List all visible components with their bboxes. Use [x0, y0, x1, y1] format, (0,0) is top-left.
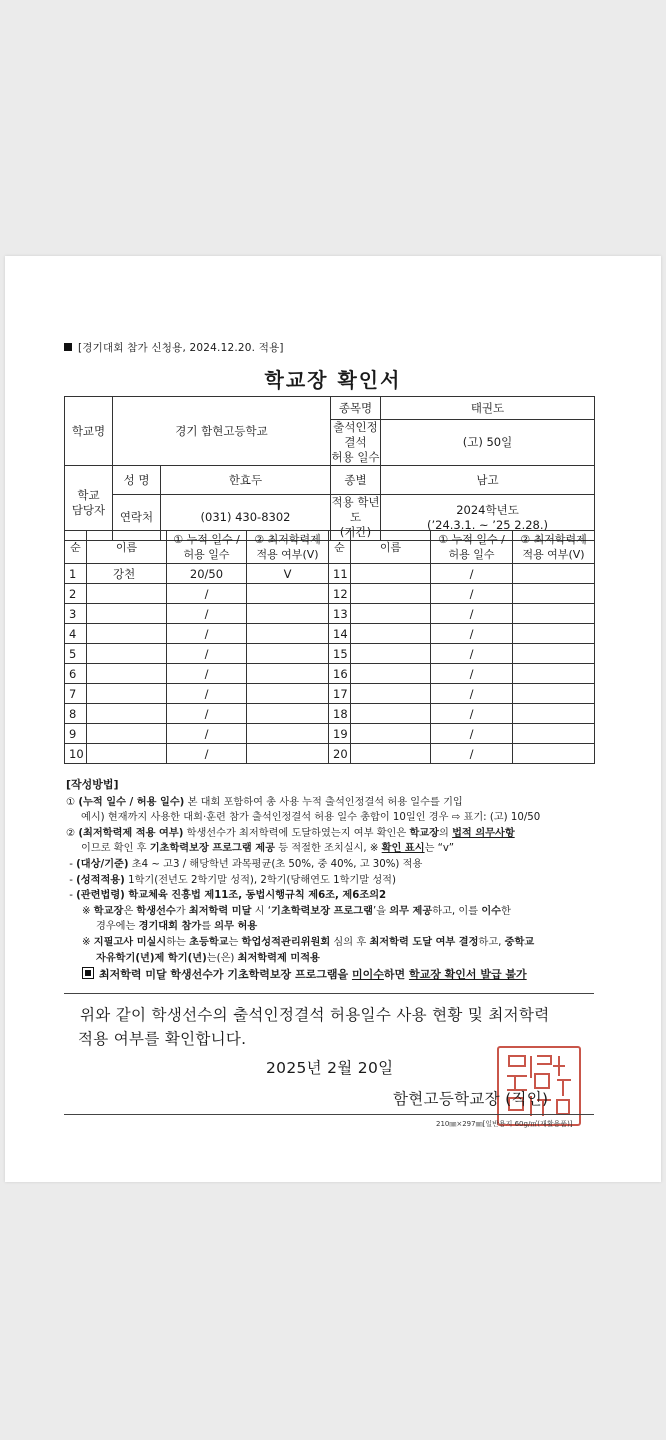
days-cell-right: /: [431, 624, 513, 644]
min-cell-left: [247, 664, 329, 684]
row-number-left: 7: [65, 684, 87, 704]
header-note-text: [경기대회 참가 신청용, 2024.12.20. 적용]: [78, 342, 284, 354]
method-note-1: ※ 학교장은 학생선수가 최저학력 미달 시 ‘기초학력보장 프로그램’을 의무 제공하고, 이를 이수한: [82, 905, 511, 917]
min-cell-left: [247, 644, 329, 664]
min-cell-right: [513, 684, 595, 704]
document-title: 학교장 확인서: [264, 368, 402, 392]
days-cell-left: /: [167, 644, 247, 664]
col-min-left: ② 최저학력제 적용 여부(V): [247, 531, 329, 564]
method-item-1-example: 예시) 현재까지 사용한 대회·훈련 참가 출석인정결석 허용 일수 총합이 10일인 경우 ⇨ 표기: (고) 10/50: [81, 812, 541, 824]
sport-value: 태권도: [381, 397, 595, 420]
min-cell-left: [247, 724, 329, 744]
contact-value: (031) 430-8302: [161, 495, 331, 541]
row-number-right: 18: [329, 704, 351, 724]
method-sub-law: - (관련법령) 학교체육 진흥법 제11조, 동법시행규칙 제6조, 제6조의2: [66, 890, 387, 902]
row-number-left: 9: [65, 724, 87, 744]
method-note-2: ※ 지필고사 미실시하는 초등학교는 학업성적관리위원회 심의 후 최저학력 도달 여부 결정하고, 중학교: [82, 936, 535, 948]
row-number-right: 14: [329, 624, 351, 644]
min-cell-left: [247, 604, 329, 624]
row-number-right: 17: [329, 684, 351, 704]
days-cell-left: /: [167, 664, 247, 684]
table-row: [65, 664, 595, 684]
table-row: [65, 624, 595, 644]
min-cell-left: [247, 624, 329, 644]
min-cell-right: [513, 704, 595, 724]
min-cell-right: [513, 564, 595, 584]
min-cell-right: [513, 724, 595, 744]
category-value: 남고: [381, 466, 595, 495]
min-cell-right: [513, 664, 595, 684]
allowed-days-label: 출석인정결석 허용 일수: [331, 420, 380, 464]
school-label: 학교명: [65, 397, 113, 466]
principal-signature: 함현고등학교장 (직인): [393, 1090, 549, 1108]
row-number-left: 5: [65, 644, 87, 664]
method-item-2-line2: 이므로 확인 후 기초학력보장 프로그램 제공 등 적절한 조치실시, ※ 확인 표시는 “v”: [81, 843, 455, 855]
player-name-right: [351, 744, 431, 764]
player-name-left: [87, 604, 167, 624]
player-name-left: [87, 684, 167, 704]
method-note-2-line2: 자유학기(년)제 학기(년)는(은) 최저학력제 미적용: [96, 952, 320, 964]
player-name-left: 강천: [87, 564, 167, 584]
table-row: [65, 584, 595, 604]
days-cell-right: /: [431, 604, 513, 624]
confirmation-text: [80, 1003, 590, 1051]
issue-date: 2025년 2월 20일: [266, 1059, 394, 1077]
method-warning: 최저학력 미달 학생선수가 기초학력보장 프로그램을 미이수하면 학교장 확인서 발급 불가: [66, 967, 606, 983]
days-cell-right: /: [431, 664, 513, 684]
min-cell-right: [513, 744, 595, 764]
table-row: [65, 684, 595, 704]
method-item-2: ② (최저학력제 적용 여부) 학생선수가 최저학력에 도달하였는지 여부 확인은 학교장의 법적 의무사항: [66, 827, 515, 839]
name-label: 성 명: [113, 466, 161, 495]
table-row: [65, 564, 595, 584]
min-cell-left: V: [247, 564, 329, 584]
player-name-left: [87, 624, 167, 644]
row-number-right: 16: [329, 664, 351, 684]
school-value: 경기 함현고등학교: [113, 397, 331, 466]
paper-spec: 210㎜×297㎜[일반용지 60g/㎡(재활용품)]: [436, 1120, 573, 1128]
days-cell-left: /: [167, 624, 247, 644]
min-cell-left: [247, 744, 329, 764]
divider-top: [64, 993, 594, 994]
table-row: [65, 644, 595, 664]
col-min-right: ② 최저학력제 적용 여부(V): [513, 531, 595, 564]
player-name-right: [351, 704, 431, 724]
row-number-right: 11: [329, 564, 351, 584]
days-cell-right: /: [431, 704, 513, 724]
method-sub-target: - (대상/기준) 초4 ~ 고3 / 해당학년 과목평균(초 50%, 중 40%, 고 30%) 적용: [66, 858, 423, 870]
player-name-right: [351, 684, 431, 704]
year-value: 2024학년도 (’24.3.1. ~ ’25 2.28.): [381, 495, 595, 541]
days-cell-left: /: [167, 684, 247, 704]
table-row: [65, 604, 595, 624]
table-row: [65, 704, 595, 724]
year-label: 적용 학년도 (기간): [331, 495, 380, 539]
days-cell-left: /: [167, 584, 247, 604]
col-no-right: 순: [329, 531, 351, 564]
row-number-right: 13: [329, 604, 351, 624]
roster-table: [64, 530, 595, 764]
black-square-icon: [82, 967, 94, 979]
method-title: [작성방법]: [66, 778, 119, 791]
divider-bottom: [64, 1114, 594, 1115]
days-cell-right: /: [431, 644, 513, 664]
days-cell-left: /: [167, 604, 247, 624]
player-name-right: [351, 664, 431, 684]
min-cell-right: [513, 624, 595, 644]
writing-method: [66, 777, 606, 983]
player-name-left: [87, 584, 167, 604]
row-number-left: 1: [65, 564, 87, 584]
days-cell-right: /: [431, 744, 513, 764]
row-number-right: 12: [329, 584, 351, 604]
days-cell-left: /: [167, 744, 247, 764]
min-cell-left: [247, 584, 329, 604]
header-note: [64, 340, 284, 355]
days-cell-right: /: [431, 584, 513, 604]
method-item-1: ① (누적 일수 / 허용 일수) 본 대회 포함하여 총 사용 누적 출석인정결석 허용 일수를 기입: [66, 796, 463, 808]
min-cell-right: [513, 584, 595, 604]
confirmation-line-2: 적용 여부를 확인합니다.: [78, 1030, 247, 1048]
days-cell-left: 20/50: [167, 564, 247, 584]
row-number-left: 4: [65, 624, 87, 644]
player-name-right: [351, 644, 431, 664]
info-table: [64, 396, 595, 541]
player-name-left: [87, 664, 167, 684]
category-label: 종별: [331, 466, 381, 495]
player-name-left: [87, 704, 167, 724]
row-number-right: 20: [329, 744, 351, 764]
allowed-days-value: (고) 50일: [381, 420, 595, 466]
min-cell-left: [247, 684, 329, 704]
method-note-1-line2: 경우에는 경기대회 참가를 의무 허용: [96, 921, 258, 933]
roster-body: [65, 564, 595, 764]
player-name-right: [351, 584, 431, 604]
row-number-right: 19: [329, 724, 351, 744]
square-bullet-icon: [64, 343, 72, 351]
table-row: [65, 724, 595, 744]
table-row: [65, 744, 595, 764]
contact-label: 연락처: [113, 495, 161, 541]
sport-label: 종목명: [331, 397, 381, 420]
days-cell-right: /: [431, 564, 513, 584]
min-cell-right: [513, 644, 595, 664]
name-value: 한효두: [161, 466, 331, 495]
player-name-left: [87, 724, 167, 744]
confirmation-line-1: 위와 같이 학생선수의 출석인정결석 허용일수 사용 현황 및 최저학력: [80, 1006, 550, 1024]
player-name-right: [351, 564, 431, 584]
col-days-right: ① 누적 일수 / 허용 일수: [431, 531, 513, 564]
player-name-right: [351, 724, 431, 744]
row-number-left: 3: [65, 604, 87, 624]
row-number-left: 10: [65, 744, 87, 764]
seal-pattern-icon: [501, 1050, 577, 1122]
row-number-right: 15: [329, 644, 351, 664]
row-number-left: 8: [65, 704, 87, 724]
row-number-left: 2: [65, 584, 87, 604]
col-days-left: ① 누적 일수 / 허용 일수: [167, 531, 247, 564]
days-cell-left: /: [167, 724, 247, 744]
player-name-left: [87, 644, 167, 664]
player-name-right: [351, 624, 431, 644]
days-cell-right: /: [431, 684, 513, 704]
method-sub-grade: - (성적적용) 1학기(전년도 2학기말 성적), 2학기(당해연도 1학기말 성적): [66, 874, 396, 886]
manager-label: 학교 담당자: [65, 466, 113, 541]
days-cell-left: /: [167, 704, 247, 724]
col-no-left: 순: [65, 531, 87, 564]
col-name-left: 이름: [87, 531, 167, 564]
min-cell-right: [513, 604, 595, 624]
min-cell-left: [247, 704, 329, 724]
player-name-right: [351, 604, 431, 624]
col-name-right: 이름: [351, 531, 431, 564]
days-cell-right: /: [431, 724, 513, 744]
player-name-left: [87, 744, 167, 764]
row-number-left: 6: [65, 664, 87, 684]
